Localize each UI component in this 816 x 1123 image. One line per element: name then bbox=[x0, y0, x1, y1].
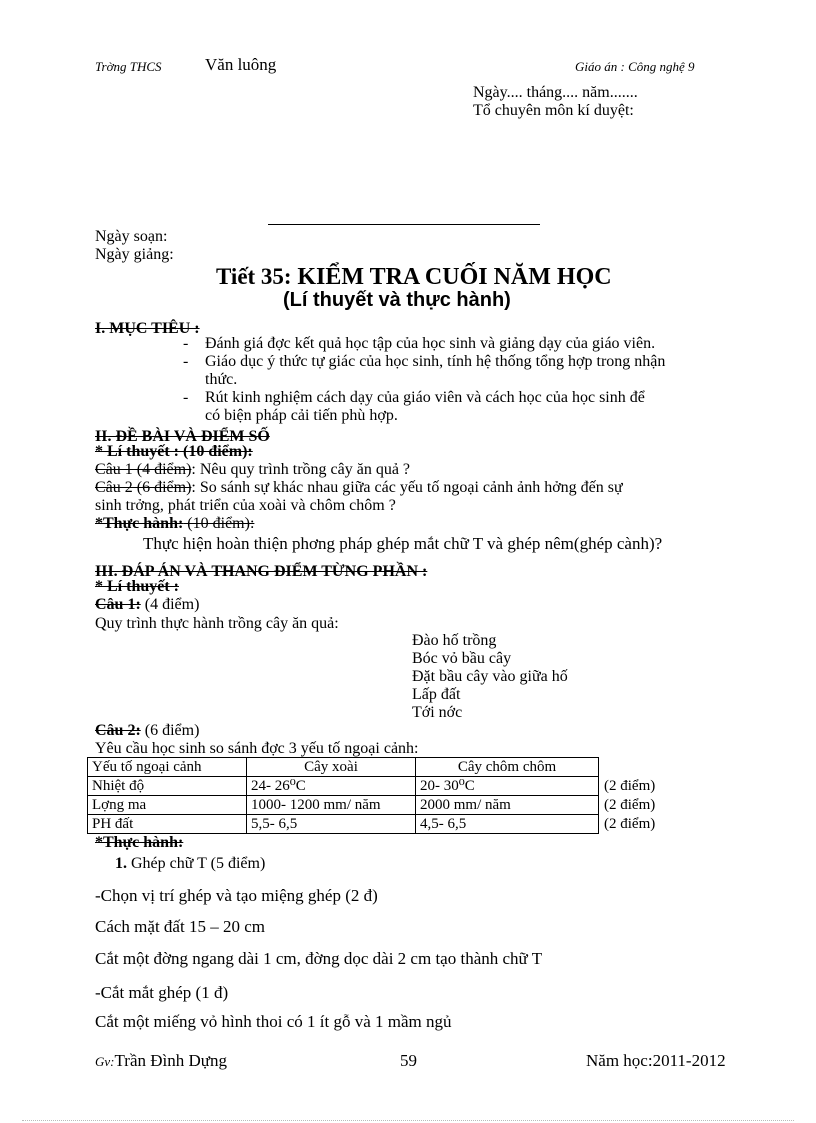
table-cell: 5,5- 6,5 bbox=[247, 815, 416, 834]
table-cell: 4,5- 6,5 bbox=[416, 815, 599, 834]
answer-1-text: Quy trình thực hành trồng cây ăn quả: bbox=[95, 615, 339, 632]
section-3-heading: III. ĐÁP ÁN VÀ THANG ĐIỂM TỪNG PHẦN : bbox=[95, 563, 428, 580]
row-points: (2 điểm) bbox=[604, 797, 656, 813]
table-cell: 20- 30⁰C bbox=[416, 777, 599, 796]
comparison-table bbox=[87, 757, 599, 834]
bullet-dash: - bbox=[183, 389, 189, 406]
step-item: Tới nớc bbox=[412, 704, 463, 721]
question-2-label: Câu 2 (6 điểm) bbox=[95, 479, 192, 496]
practice-question: Thực hiện hoàn thiện phơng pháp ghép mắt chữ T và ghép nêm(ghép cành)? bbox=[143, 534, 663, 553]
objective-item: Đánh giá đợc kết quả học tập của học sinh và giảng dạy của giáo viên. bbox=[205, 335, 656, 352]
approval-date: Ngày.... tháng.... năm....... bbox=[473, 84, 638, 101]
practice-1-title: 1. Ghép chữ T (5 điểm) bbox=[115, 855, 266, 872]
practice-line: Cắt một đờng ngang dài 1 cm, đờng dọc dài 2 cm tạo thành chữ T bbox=[95, 949, 543, 968]
lesson-number: Tiết 35: bbox=[216, 264, 292, 289]
answer-1-label: Câu 1: bbox=[95, 596, 141, 613]
table-header: Cây chôm chôm bbox=[416, 758, 599, 777]
date-prepared: Ngày soạn: bbox=[95, 228, 168, 245]
question-2 bbox=[95, 479, 623, 497]
answer-practice-label: *Thực hành: bbox=[95, 834, 184, 851]
table-cell: 2000 mm/ năm bbox=[416, 796, 599, 815]
question-2-cont: sinh trởng, phát triển của xoài và chôm chôm ? bbox=[95, 497, 396, 514]
objective-item: Rút kinh nghiệm cách dạy của giáo viên và cách học của học sinh để bbox=[205, 389, 645, 406]
table-header: Cây xoài bbox=[247, 758, 416, 777]
table-cell: Lợng ma bbox=[88, 796, 247, 815]
practice-line: -Cắt mắt ghép (1 đ) bbox=[95, 983, 229, 1002]
page-edge bbox=[22, 1120, 794, 1121]
practice-line: -Chọn vị trí ghép và tạo miệng ghép (2 đ) bbox=[95, 886, 378, 905]
answer-2-label: Câu 2: bbox=[95, 722, 141, 739]
table-cell: PH đất bbox=[88, 815, 247, 834]
theory-label: * Lí thuyết : (10 điểm): bbox=[95, 443, 253, 460]
practice-line: Cách mặt đất 15 – 20 cm bbox=[95, 917, 265, 936]
answer-2-text: Yêu cầu học sinh so sánh đợc 3 yếu tố ngoại cảnh: bbox=[95, 740, 419, 757]
gv-script: Gv: bbox=[95, 1054, 115, 1069]
table-header: Yếu tố ngoại cảnh bbox=[88, 758, 247, 777]
table-row bbox=[88, 777, 599, 796]
row-points: (2 điểm) bbox=[604, 778, 656, 794]
school-name: Văn luông bbox=[205, 55, 277, 74]
table-header-row bbox=[88, 758, 599, 777]
table-cell: 1000- 1200 mm/ năm bbox=[247, 796, 416, 815]
page-number: 59 bbox=[400, 1051, 417, 1070]
page-subtitle: (Lí thuyết và thực hành) bbox=[283, 289, 511, 311]
practice-label: *Thực hành: (10 điểm): bbox=[95, 515, 255, 532]
page-title bbox=[216, 264, 612, 290]
question-1-label: Câu 1 (4 điểm) bbox=[95, 461, 192, 478]
row-points: (2 điểm) bbox=[604, 816, 656, 832]
objective-item: có biện pháp cải tiến phù hợp. bbox=[205, 407, 398, 424]
practice-line: Cắt một miếng vỏ hình thoi có 1 ít gỗ và 1 mầm ngủ bbox=[95, 1012, 452, 1031]
step-item: Đào hố trồng bbox=[412, 632, 497, 649]
school-script: Trờng THCS bbox=[95, 59, 162, 74]
step-item: Bóc vỏ bầu cây bbox=[412, 650, 512, 667]
footer-teacher: Gv:Trần Đình Dựng bbox=[95, 1051, 227, 1070]
header-subject: Giáo án : Công nghệ 9 bbox=[575, 59, 695, 74]
date-taught: Ngày giảng: bbox=[95, 246, 174, 263]
table-cell: 24- 26⁰C bbox=[247, 777, 416, 796]
bullet-dash: - bbox=[183, 353, 189, 370]
table-row bbox=[88, 815, 599, 834]
question-2-text: : So sánh sự khác nhau giữa các yếu tố ngoại cảnh ảnh hởng đến sự bbox=[191, 479, 623, 496]
section-2-heading: II. ĐỀ BÀI VÀ ĐIỂM SỐ bbox=[95, 428, 270, 445]
step-item: Đặt bầu cây vào giữa hố bbox=[412, 668, 568, 685]
divider-line bbox=[268, 224, 540, 225]
step-item: Lấp đất bbox=[412, 686, 461, 703]
approval-label: Tổ chuyên môn kí duyệt: bbox=[473, 102, 634, 119]
section-1-heading: I. MỤC TIÊU : bbox=[95, 320, 200, 337]
objective-item: thức. bbox=[205, 371, 238, 388]
answer-1: Câu 1: (4 điểm) bbox=[95, 596, 200, 613]
title-main: KIỂM TRA CUỐI NĂM HỌC bbox=[297, 264, 612, 290]
answer-theory-label: * Lí thuyết : bbox=[95, 578, 179, 595]
objective-item: Giáo dục ý thức tự giác của học sinh, tính hệ thống tổng hợp trong nhận bbox=[205, 353, 666, 370]
answer-2: Câu 2: (6 điểm) bbox=[95, 722, 200, 739]
question-1-text: : Nêu quy trình trồng cây ăn quả ? bbox=[191, 461, 411, 478]
table-row bbox=[88, 796, 599, 815]
question-1 bbox=[95, 461, 410, 479]
school-year: Năm học:2011-2012 bbox=[586, 1051, 726, 1070]
table-cell: Nhiệt độ bbox=[88, 777, 247, 796]
bullet-dash: - bbox=[183, 335, 189, 352]
